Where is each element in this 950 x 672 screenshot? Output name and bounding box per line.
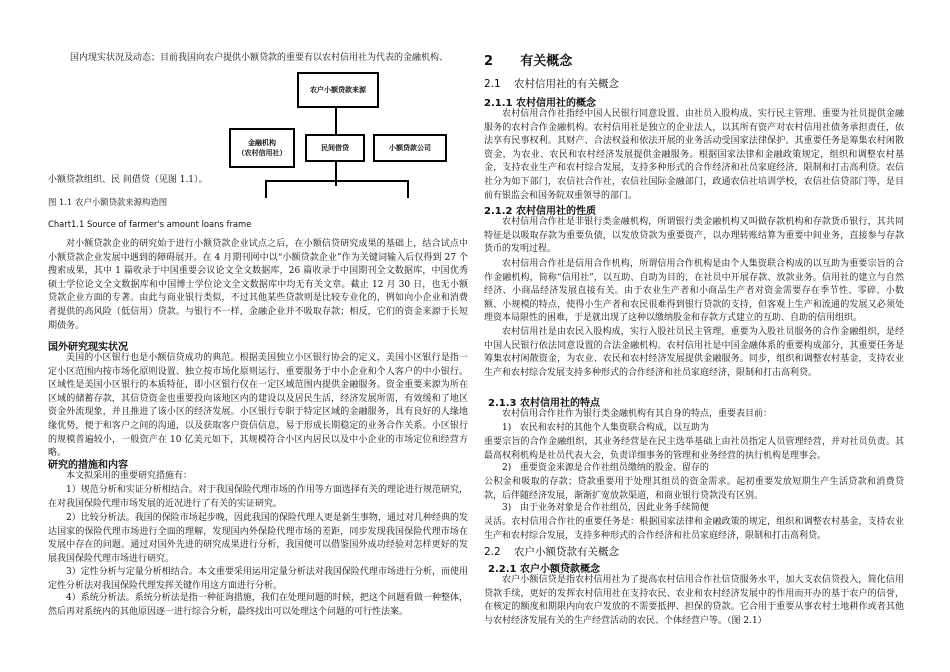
after-diagram-text: 小额贷款组织、民 间借贷（见图 1.1）。 — [48, 175, 208, 185]
heading-2-2-1: 2.2.1 农户小额贷款概念 — [488, 564, 600, 575]
heading-2-1-3: 2.1.3 农村信用社的特点 — [488, 398, 600, 409]
method-4: 4）系统分析法。系统分析法是指一种征询措施，我们在处理问题的时候，把这个问题看做一种整体，然后再对系统内的其他原因逐一进行综合分析，最终找出可以处理这个问题的可行性法案。 — [48, 593, 468, 617]
figure-caption-cn: 图 1.1 农户小额贷款来源构造图 — [48, 197, 168, 207]
heading-foreign-research: 国外研究现实状况 — [48, 342, 128, 353]
diagram-root: 农户小额贷款来源 — [297, 72, 379, 108]
paragraph-2-1-3-a: 农村信用合作社作为银行类金融机构有其自身的特点，重要表目前： — [502, 409, 773, 419]
paragraph-2-1-3-c: 重要宗旨的合作金融组织，其业务经营是在民主选举基础上由社员指定人员管理经营，并对社员负责。其最高权利机构是社员代表大会，负责详细事务的管理和业务经营的执行机构是理事会。 — [484, 437, 904, 461]
paragraph-2-1-2-c: 农村信用社是由农民入股构成，实行入股社员民主管理，重要为入股社员服务的合作金融组织，是经中国人民银行依法同意设置的合法金融机构。农村信用社是中国金融体系的重要构成部分，其重要任务是筹集农村闲散资金，为农业、农民和农村经济发展提供金融服务。同步，组织和调整农村基金，支持农业生产和农村综合发展支持多种形式的合作经济和社员家庭经济，限制和打击高利贷。 — [484, 327, 904, 378]
method-1: 1）规范分析和实证分析相结合。对于我国保险代理市场的作用等方面选择有关的理论进行规范研究，在对我国保险代理市场发展的近况进行了有关的实证研究。 — [48, 485, 468, 509]
paragraph-2-1-3-g: 灵活。农村信用合作社的重要任务是：根据国家法律和金融政策的规定，组织和调整农村基金，支持农业生产和农村综合发展，支持多种形式的合作经济和社员家庭经济，限制和打击高利贷。 — [484, 517, 904, 541]
paragraph-2-2-1: 农户小额信贷是指农村信用社为了提高农村信用合作社信贷服务水平，加大支农信贷投入，简化信用贷款手续，更好的发挥农村信用社在支持农民、农业和农村经济发展中的作用而开办的基于农户的信誉，在核定的额度和期限内向农户发放的不需要抵押、担保的贷款。它合用于重要从事农村土地耕作或者其他与农村经济发展有关的生产经营活动的农民、个体经营户等。（图 2.1） — [484, 575, 904, 626]
heading-2-2: 2.2 农户小额贷款有关概念 — [484, 546, 620, 558]
paragraph-2-1-3-d: 2) 重要资金来源是合作社组员缴纳的股金、留存的 — [502, 463, 709, 473]
heading-2: 2 有关概念 — [484, 54, 573, 69]
paragraph-2-1-3-f: 3) 由于业务对象是合作社组员，因此业务手续简便 — [502, 503, 709, 513]
methods-intro: 本文拟采用的重要研究措施有： — [66, 471, 193, 481]
paragraph-community-banks: 美国的小区银行也是小额信贷成功的典范。根据美国独立小区银行协会的定义，美国小区银行是指一定小区范围内按市场化原则设置、独立按市场化原则运行、重要服务于中小企业和个人客户的中小银行。区域性是美国小区银行的本质特征，即小区银行仅在一定区域范围内提供金融服务。资金重要来源为所在区域的储蓄存款，其信贷资金也重要投向该地区内的建设以及居民生活，经济发展所需，有效缓和了地区资金外流现象，并且推进了该小区的经济发展。小区银行专职于特定区域的金融服务，具有良好的人缘地缘优势，便于和客户之间的沟通，以及获取客户资信信息，易于形成长期稳定的业务合作关系。小区银行的规模普遍较小，一般资产在 10 亿美元如下，其规模符合小区内居民以及中小企业的市场定位和经营方略。 — [48, 353, 468, 459]
diagram-child-private: 民间借贷 — [305, 134, 365, 162]
figure-caption-en: Chart1.1 Source of farmer's amount loans frame — [48, 219, 252, 229]
paragraph-literature: 对小额贷款企业的研究始于进行小额贷款企业试点之后，在小额信贷研究成果的基础上，结合试点中小额贷款企业发展中遇到的障碍展开。在 4 月期刊网中以“小额贷款企业”作为关键词输入后仅得到 27 个搜索成果，其中 1 篇收录于中国重要会议论文全文数据库，26 篇收录于中国期刊全文数据库，中国优秀硕士学位论文全文数据库和中国博士学位论文全文数据库中均无有关文章。截止 12 月 30 日，也无小额贷款企业方面的专著。由此与商业银行类似，不过其他某些贷款则是比较专业化的，例如向小企业和消费者提供的高风险（低信用）贷款。与银行不一样，金融企业并不吸取存款；相反，它们的资金来源于长短期债务。 — [48, 239, 468, 331]
paragraph-2-1-1: 农村信用合作社指经中国人民银行同意设置、由社员入股构成、实行民主管理、重要为社员提供金融服务的农村合作金融机构。农村信用社是独立的企业法人，以其所有资产对农村信用社债务承担责任，依法享有民事权利。其财产、合法权益和依法开展的业务活动受国家法律保护。其重要任务是筹集农村闲散资金，为农业、农民和农村经济发展提供金融服务。根据国家法律和金融政策规定，组织和调整农村基金，支持农业生产和农村综合发展，支持多种形式的合作经济和社员家庭经济，限制和打击高利贷。农信社分为如下部门，农信社合作社，农信社国际金融部门，政通农信社培训学校，农信社信贷部门等，是目前有银监会和国务院双重领导的部门。 — [484, 109, 904, 201]
heading-2-1: 2.1 农村信用社的有关概念 — [484, 78, 620, 90]
paragraph-2-1-3-e: 公积金和吸取的存款；贷款重要用于处理其组员的资金需求。起初重要发放短期生产生活贷款和消费贷款，后伴随经济发展，渐渐扩宽放款渠道，和商业银行贷款没有区别。 — [484, 477, 904, 501]
intro-line: 国内现实状况及动态；目前我国向农户提供小额贷款的重要有以农村信用社为代表的金融机构、 — [70, 53, 449, 63]
heading-2-1-2: 2.1.2 农村信用社的性质 — [484, 206, 596, 217]
heading-2-1-1: 2.1.1 农村信用社的概念 — [484, 98, 596, 109]
loan-source-diagram — [227, 70, 447, 166]
paragraph-2-1-3-b: 1) 农民和农村的其他个人集资联合构成，以互助为 — [502, 423, 709, 433]
diagram-child-company: 小额贷款公司 — [373, 134, 447, 162]
paragraph-2-1-2-a: 农村信用合作社是非银行类金融机构，所谓银行类金融机构又叫做存款机构和存款货币银行，其共同特征是以吸取存款为重要负债，以发放贷款为重要资产，以办理转账结算为重要中间业务，直接参与存款货币的发明过程。 — [484, 217, 904, 255]
heading-methods: 研究的措施和内容 — [48, 460, 128, 471]
paragraph-2-1-2-b: 农村信用合作社是信用合作机构，所谓信用合作机构是由个人集资联合构成的以互助为重要宗旨的合作金融机构，简称“信用社”，以互助、自助为目的，在社员中开展存款、放款业务。信用社的建立与自然经济、小商品经济发展直接有关。由于农业生产者和小商品生产者对资金需要存在季节性、零碎、小数额、小规模的特点，使得小生产者和农民很难得到银行贷款的支持，但客观上生产和流通的发展又必须处理资本局限性的困难，于是就出现了这种以缴纳股金和存款方式建立的互助、自助的信用组织。 — [484, 259, 904, 324]
diagram-child-financial: 金融机构 （农村信用社） — [229, 128, 295, 168]
method-3: 3）定性分析与定量分析相结合。本文重要采用运用定量分析法对我国保险代理市场进行分析，而使用定性分析法对我国保险代理发挥关键作用这方面进行分析。 — [48, 567, 468, 591]
method-2: 2）比较分析法。我国的保险市场起步晚，因此我国的保险代理人更是新生事物，通过对几种经典的发达国家的保险代理市场进行全面的理解，发现国内外保险代理市场的差距，同步发现我国保险代理市场在发展中存在的问题。通过对国外先进的研究成果进行分析，我国便可以借鉴国外成功经验对怎样更好的发展我国保险代理市场进行研究。 — [48, 513, 468, 564]
